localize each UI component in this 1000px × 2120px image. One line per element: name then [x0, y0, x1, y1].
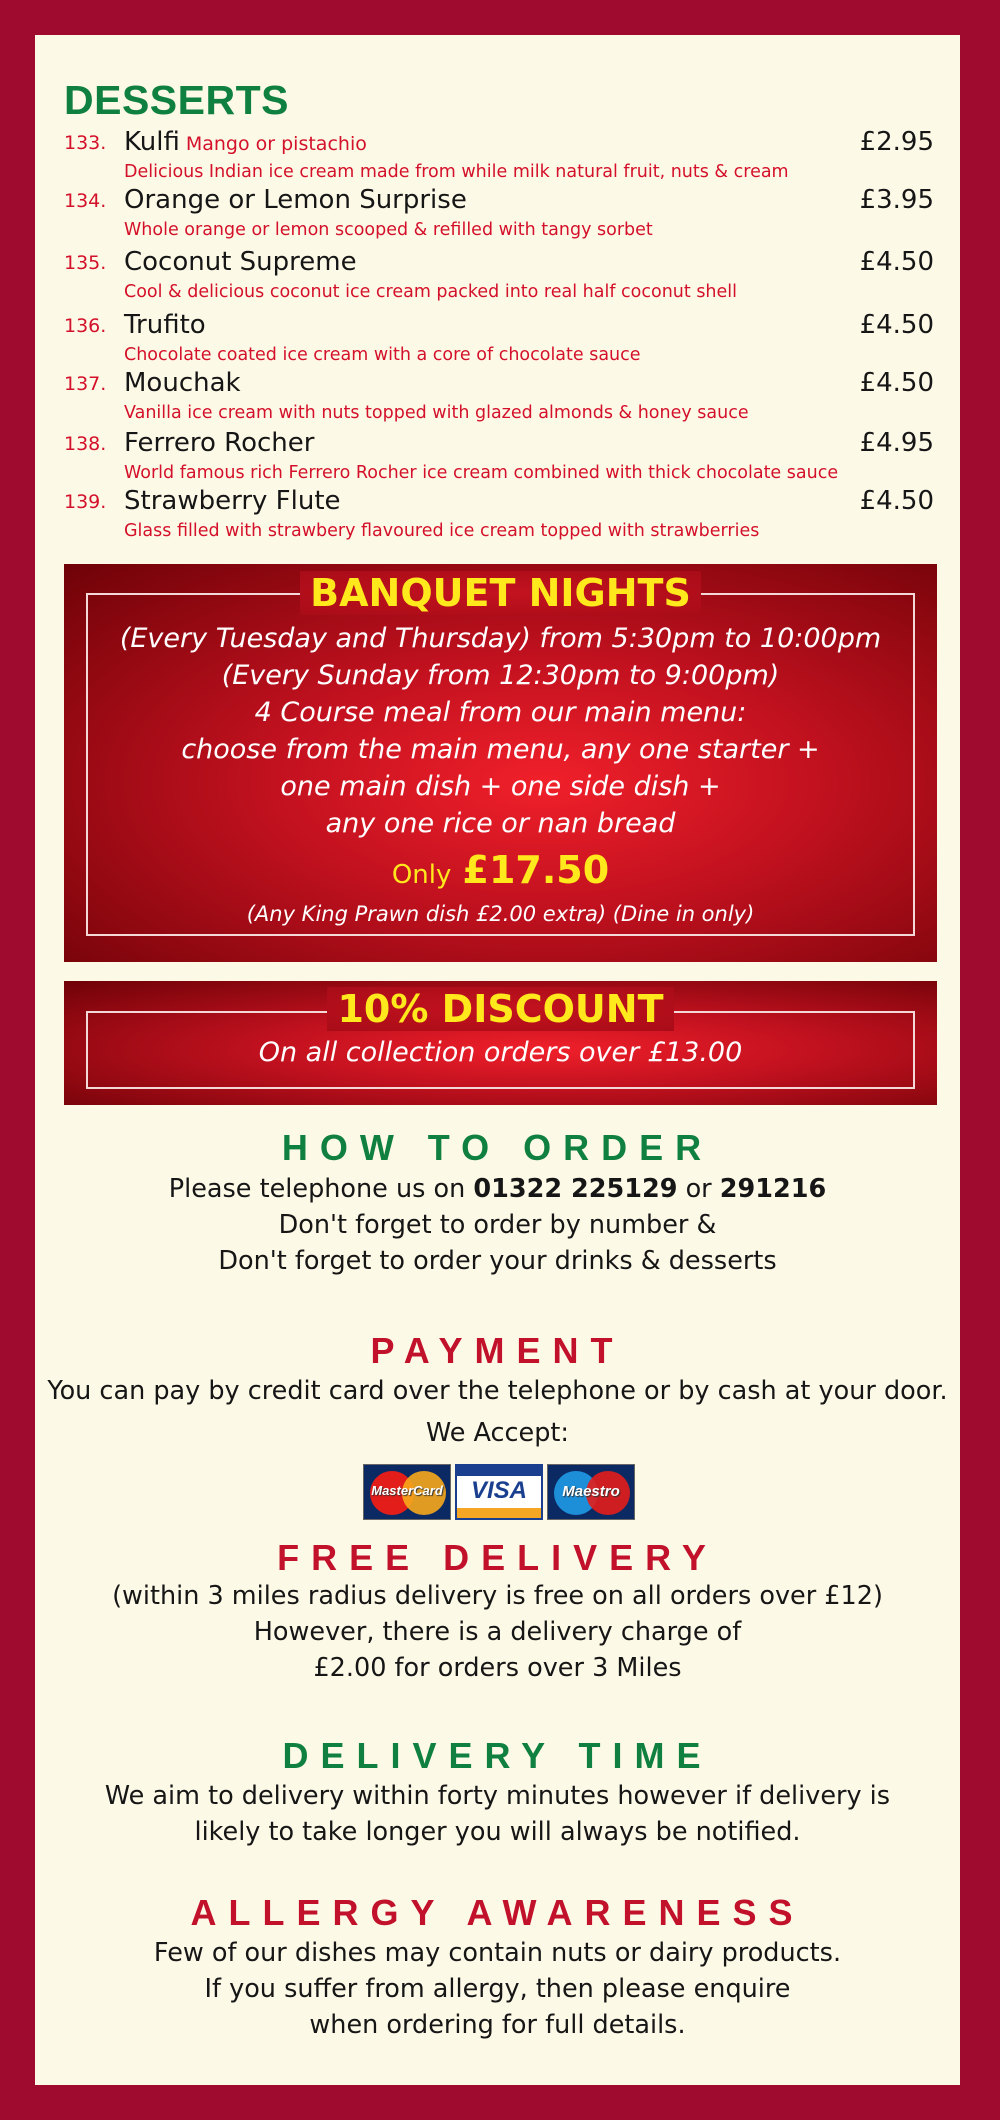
payment-text: You can pay by credit card over the telephone or by cash at your door.: [47, 1376, 948, 1406]
allergy-text: when ordering for full details.: [309, 2010, 686, 2040]
banquet-line: any one rice or nan bread: [325, 808, 676, 839]
menu-item: [64, 486, 934, 542]
menu-item: [64, 368, 934, 424]
free-delivery-heading: FREE DELIVERY: [277, 1537, 718, 1578]
delivery-time-text: likely to take longer you will always be notified.: [194, 1817, 801, 1847]
payment-heading: PAYMENT: [370, 1330, 625, 1371]
item-number: 134.: [64, 190, 107, 212]
item-price: £4.50: [859, 247, 934, 277]
item-description: Chocolate coated ice cream with a core of chocolate sauce: [124, 345, 641, 365]
banquet-line: (Every Tuesday and Thursday) from 5:30pm to 10:00pm: [119, 623, 882, 654]
banquet-price: [64, 848, 937, 892]
banquet-note: (Any King Prawn dish £2.00 extra) (Dine in only): [246, 902, 755, 926]
banquet-line: one main dish + one side dish +: [280, 771, 721, 802]
allergy-text: If you suffer from allergy, then please enquire: [204, 1974, 791, 2004]
discount-promo-box: [64, 981, 937, 1105]
desserts-heading: DESSERTS: [64, 77, 289, 123]
item-name: Trufito: [124, 310, 206, 340]
item-name: Strawberry Flute: [124, 486, 341, 516]
menu-item: [64, 185, 934, 241]
menu-item: [64, 310, 934, 366]
item-price: £4.50: [859, 368, 934, 398]
free-delivery-text: £2.00 for orders over 3 Miles: [313, 1653, 682, 1683]
free-delivery-text: (within 3 miles radius delivery is free on all orders over £12): [112, 1581, 883, 1611]
menu-item: [64, 247, 934, 303]
item-number: 139.: [64, 491, 107, 513]
item-number: 136.: [64, 315, 107, 337]
item-description: Whole orange or lemon scooped & refilled with tangy sorbet: [124, 220, 653, 240]
item-price: £4.50: [859, 486, 934, 516]
menu-item: [64, 127, 934, 183]
maestro-icon: Maestro: [547, 1464, 635, 1520]
mastercard-icon: MasterCard: [363, 1464, 451, 1520]
item-description: Glass filled with strawbery flavoured ice cream topped with strawberries: [124, 521, 760, 541]
allergy-text: Few of our dishes may contain nuts or dairy products.: [153, 1938, 842, 1968]
visa-icon: VISA: [455, 1464, 543, 1520]
order-reminder: Don't forget to order by number &: [278, 1210, 717, 1240]
phone-number: 291216: [719, 1174, 827, 1204]
free-delivery-text: However, there is a delivery charge of: [253, 1617, 742, 1647]
delivery-time-text: We aim to delivery within forty minutes however if delivery is: [104, 1781, 891, 1811]
item-variant: Mango or pistachio: [185, 133, 367, 155]
accepted-cards: [363, 1464, 635, 1520]
menu-item: [64, 428, 934, 484]
banquet-heading: BANQUET NIGHTS: [64, 571, 937, 615]
item-description: Delicious Indian ice cream made from while milk natural fruit, nuts & cream: [124, 162, 789, 182]
order-phone-line: Please telephone us on 01322 225129 or 291216: [168, 1174, 827, 1204]
item-number: 138.: [64, 433, 107, 455]
item-price: £4.95: [859, 428, 934, 458]
menu-page: [35, 35, 960, 2085]
allergy-heading: ALLERGY AWARENESS: [190, 1892, 805, 1933]
item-number: 137.: [64, 373, 107, 395]
discount-line: On all collection orders over £13.00: [258, 1037, 743, 1068]
how-to-order-heading: HOW TO ORDER: [281, 1127, 714, 1168]
item-price: £2.95: [859, 127, 934, 157]
item-price: £3.95: [859, 185, 934, 215]
order-reminder: Don't forget to order your drinks & desserts: [218, 1246, 777, 1276]
banquet-line: 4 Course meal from our main menu:: [254, 697, 747, 728]
item-number: 135.: [64, 252, 107, 274]
phone-number: 01322 225129: [473, 1174, 678, 1204]
banquet-line: (Every Sunday from 12:30pm to 9:00pm): [221, 660, 780, 691]
item-name: Coconut Supreme: [124, 247, 357, 277]
only-label: Only: [391, 860, 452, 890]
delivery-time-heading: DELIVERY TIME: [282, 1735, 713, 1776]
item-description: World famous rich Ferrero Rocher ice cream combined with thick chocolate sauce: [124, 463, 839, 483]
discount-heading: 10% DISCOUNT: [64, 987, 937, 1031]
item-name: Kulfi Mango or pistachio: [124, 127, 367, 157]
item-price: £4.50: [859, 310, 934, 340]
banquet-price-value: £17.50: [462, 848, 610, 892]
we-accept-label: We Accept:: [425, 1418, 569, 1448]
item-name: Orange or Lemon Surprise: [124, 185, 467, 215]
banquet-line: choose from the main menu, any one starter +: [181, 734, 820, 765]
banquet-promo-box: [64, 564, 937, 962]
item-number: 133.: [64, 132, 107, 154]
item-description: Cool & delicious coconut ice cream packed into real half coconut shell: [124, 282, 738, 302]
item-name: Ferrero Rocher: [124, 428, 315, 458]
item-description: Vanilla ice cream with nuts topped with glazed almonds & honey sauce: [124, 403, 749, 423]
item-name: Mouchak: [124, 368, 241, 398]
